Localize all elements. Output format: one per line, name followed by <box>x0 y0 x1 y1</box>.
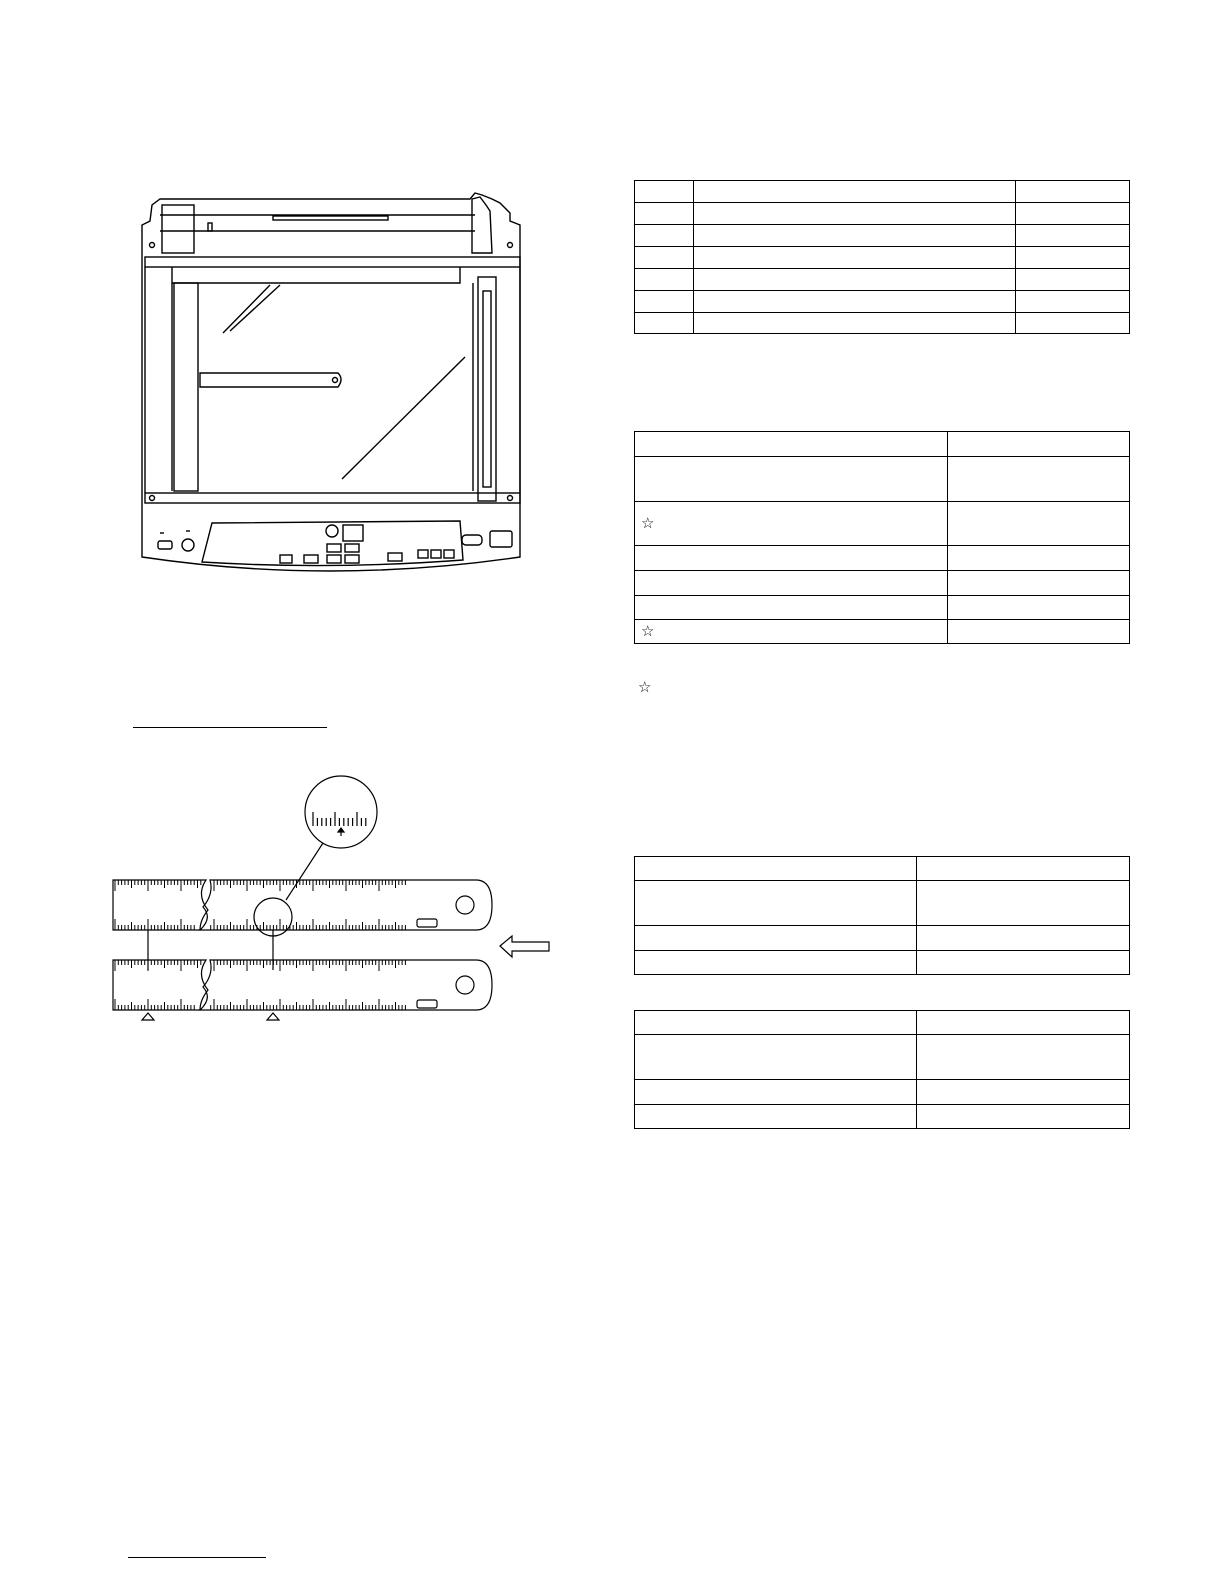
magnifier-circle <box>305 776 377 848</box>
footer-rule <box>128 1557 266 1558</box>
table-row <box>635 546 1130 571</box>
ruler-drawing <box>108 770 558 1030</box>
table-row <box>635 432 1130 457</box>
table-row <box>635 951 1130 975</box>
table-row <box>635 596 1130 620</box>
table-row <box>635 857 1130 881</box>
table-row <box>635 291 1130 313</box>
footnote-star-icon: ☆ <box>638 678 652 696</box>
table-row <box>635 926 1130 951</box>
table-row <box>635 571 1130 596</box>
copier-top-view-illustration <box>130 185 530 585</box>
table-row <box>635 1080 1130 1105</box>
table-row <box>635 881 1130 926</box>
table-4 <box>634 1010 1130 1129</box>
table-row <box>635 457 1130 502</box>
table-row <box>635 225 1130 247</box>
table-row <box>635 269 1130 291</box>
left-arrow-icon <box>500 936 549 957</box>
table-2 <box>634 431 1130 644</box>
table-row <box>635 203 1130 225</box>
table-row <box>635 502 1130 546</box>
table-row <box>635 620 1130 644</box>
table-row <box>635 313 1130 334</box>
heading-underline <box>133 727 327 728</box>
ruler-comparison-illustration <box>108 770 558 1030</box>
table-row <box>635 1105 1130 1129</box>
table-1 <box>634 180 1130 334</box>
table-row <box>635 247 1130 269</box>
star-icon: ☆ <box>641 514 655 532</box>
table-row <box>635 1035 1130 1080</box>
table-row <box>635 181 1130 203</box>
star-icon: ☆ <box>641 622 655 640</box>
copier-drawing <box>130 185 530 585</box>
table-row <box>635 1011 1130 1035</box>
table-3 <box>634 856 1130 975</box>
